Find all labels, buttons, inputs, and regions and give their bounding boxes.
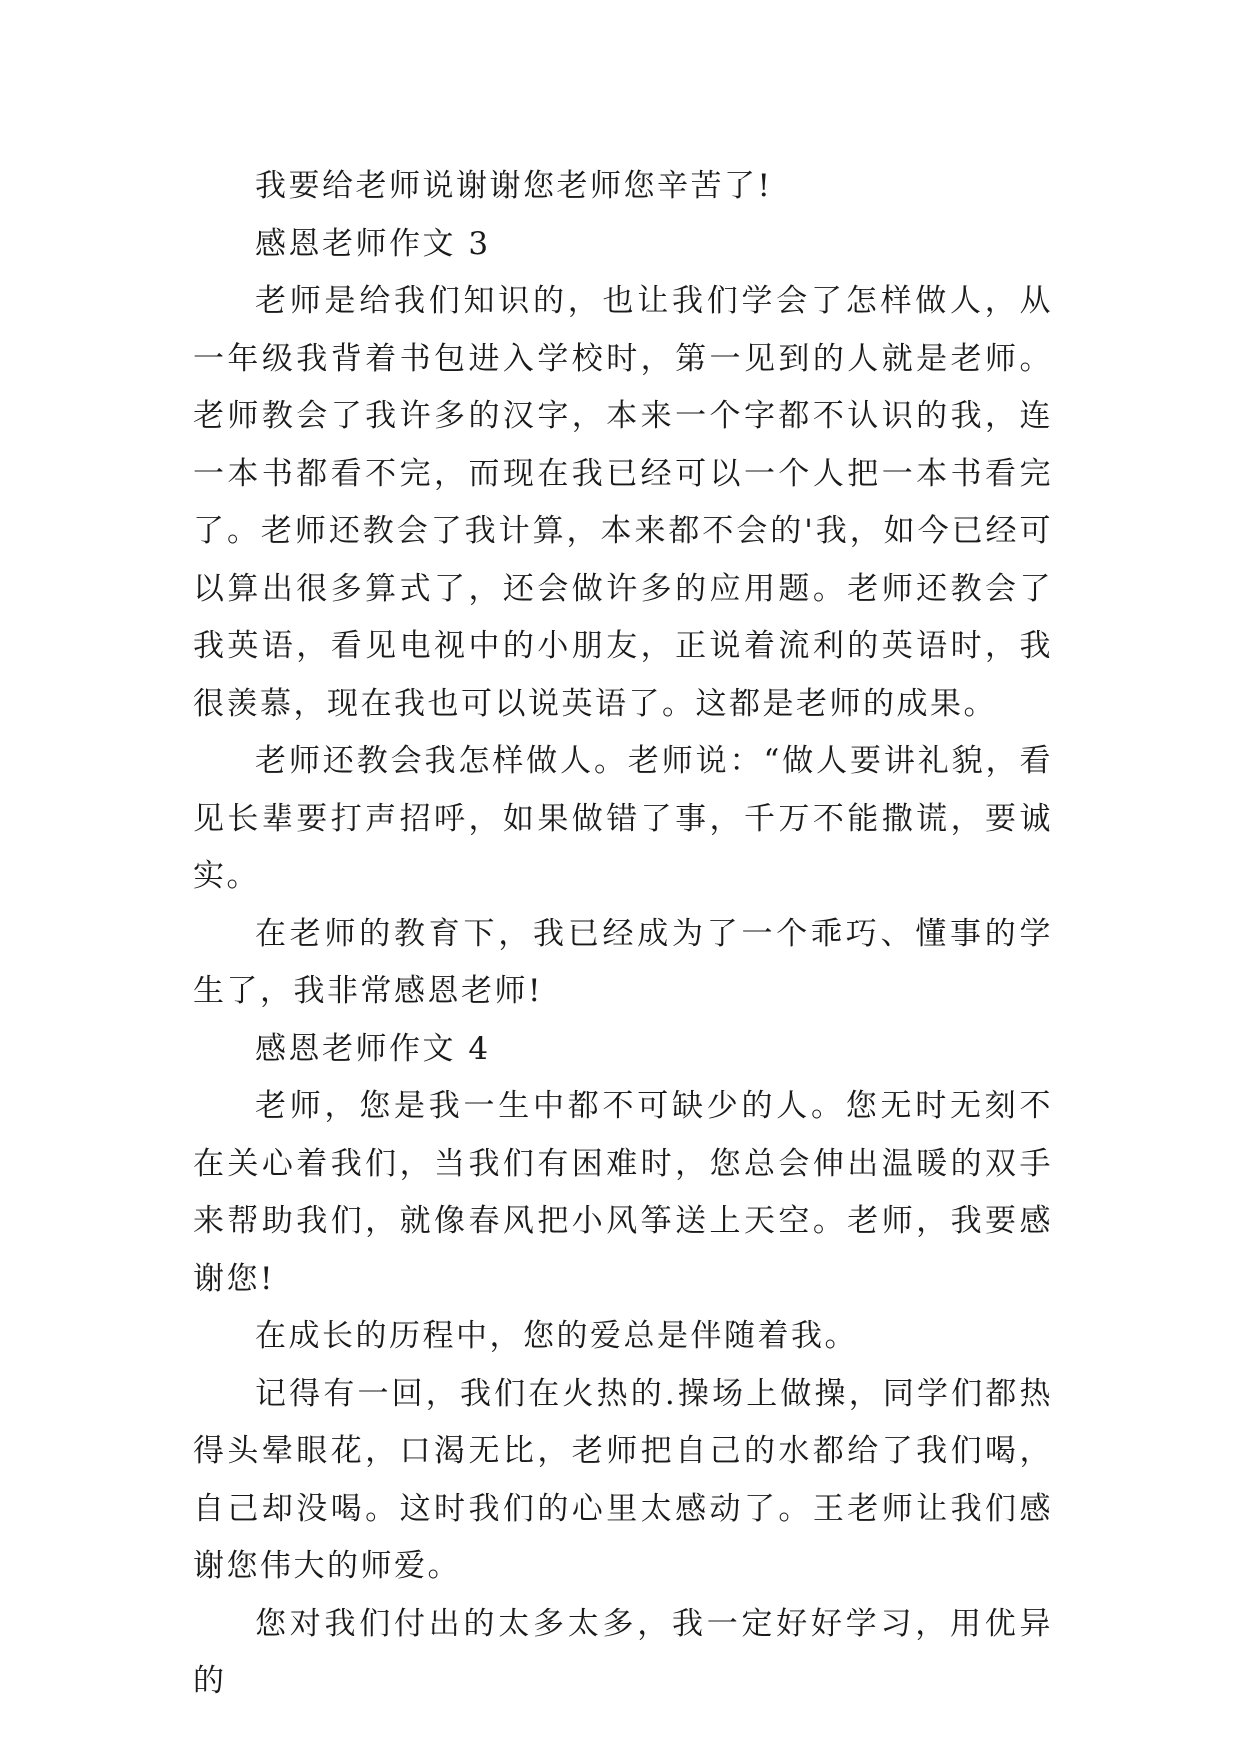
paragraph-grateful-student: 在老师的教育下，我已经成为了一个乖巧、懂事的学生了，我非常感恩老师!: [193, 915, 1053, 1009]
paragraph-playground-memory: 记得有一回，我们在火热的.操场上做操，同学们都热得头晕眼花，口渴无比，老师把自己的水都给了我们喝，自己却没喝。这时我们的心里太感动了。王老师让我们感谢您伟大的师爱。: [193, 1375, 1053, 1584]
paragraph-indispensable: 老师，您是我一生中都不可缺少的人。您无时无刻不在关心着我们，当我们有困难时，您总会伸出温暖的双手来帮助我们，就像春风把小风筝送上天空。老师，我要感谢您!: [193, 1088, 1053, 1297]
paragraph-thanks: 我要给老师说谢谢您老师您辛苦了!: [255, 168, 773, 204]
paragraph-study-hard: 您对我们付出的太多太多，我一定好好学习，用优异的: [193, 1605, 1053, 1699]
essay-heading-4: 感恩老师作文 4: [255, 1030, 491, 1067]
paragraph-teacher-manners: 老师还教会我怎样做人。老师说：“做人要讲礼貌，看见长辈要打声招呼，如果做错了事，千万不能撒谎，要诚实。: [193, 743, 1053, 894]
document-body: [193, 158, 1053, 1711]
essay-heading-3: 感恩老师作文 3: [255, 225, 491, 262]
paragraph-teacher-knowledge: 老师是给我们知识的，也让我们学会了怎样做人，从一年级我背着书包进入学校时，第一见到的人就是老师。老师教会了我许多的汉字，本来一个字都不认识的我，连一本书都看不完，而现在我已经可以一个人把一本书看完了。老师还教会了我计算，本来都不会的'我，如今已经可以算出很多算式了，还会做许多的应用题。老师还教会了我英语，看见电视中的小朋友，正说着流利的英语时，我很羡慕，现在我也可以说英语了。这都是老师的成果。: [193, 283, 1053, 722]
paragraph-growing-up: 在成长的历程中，您的爱总是伴随着我。: [255, 1318, 858, 1354]
